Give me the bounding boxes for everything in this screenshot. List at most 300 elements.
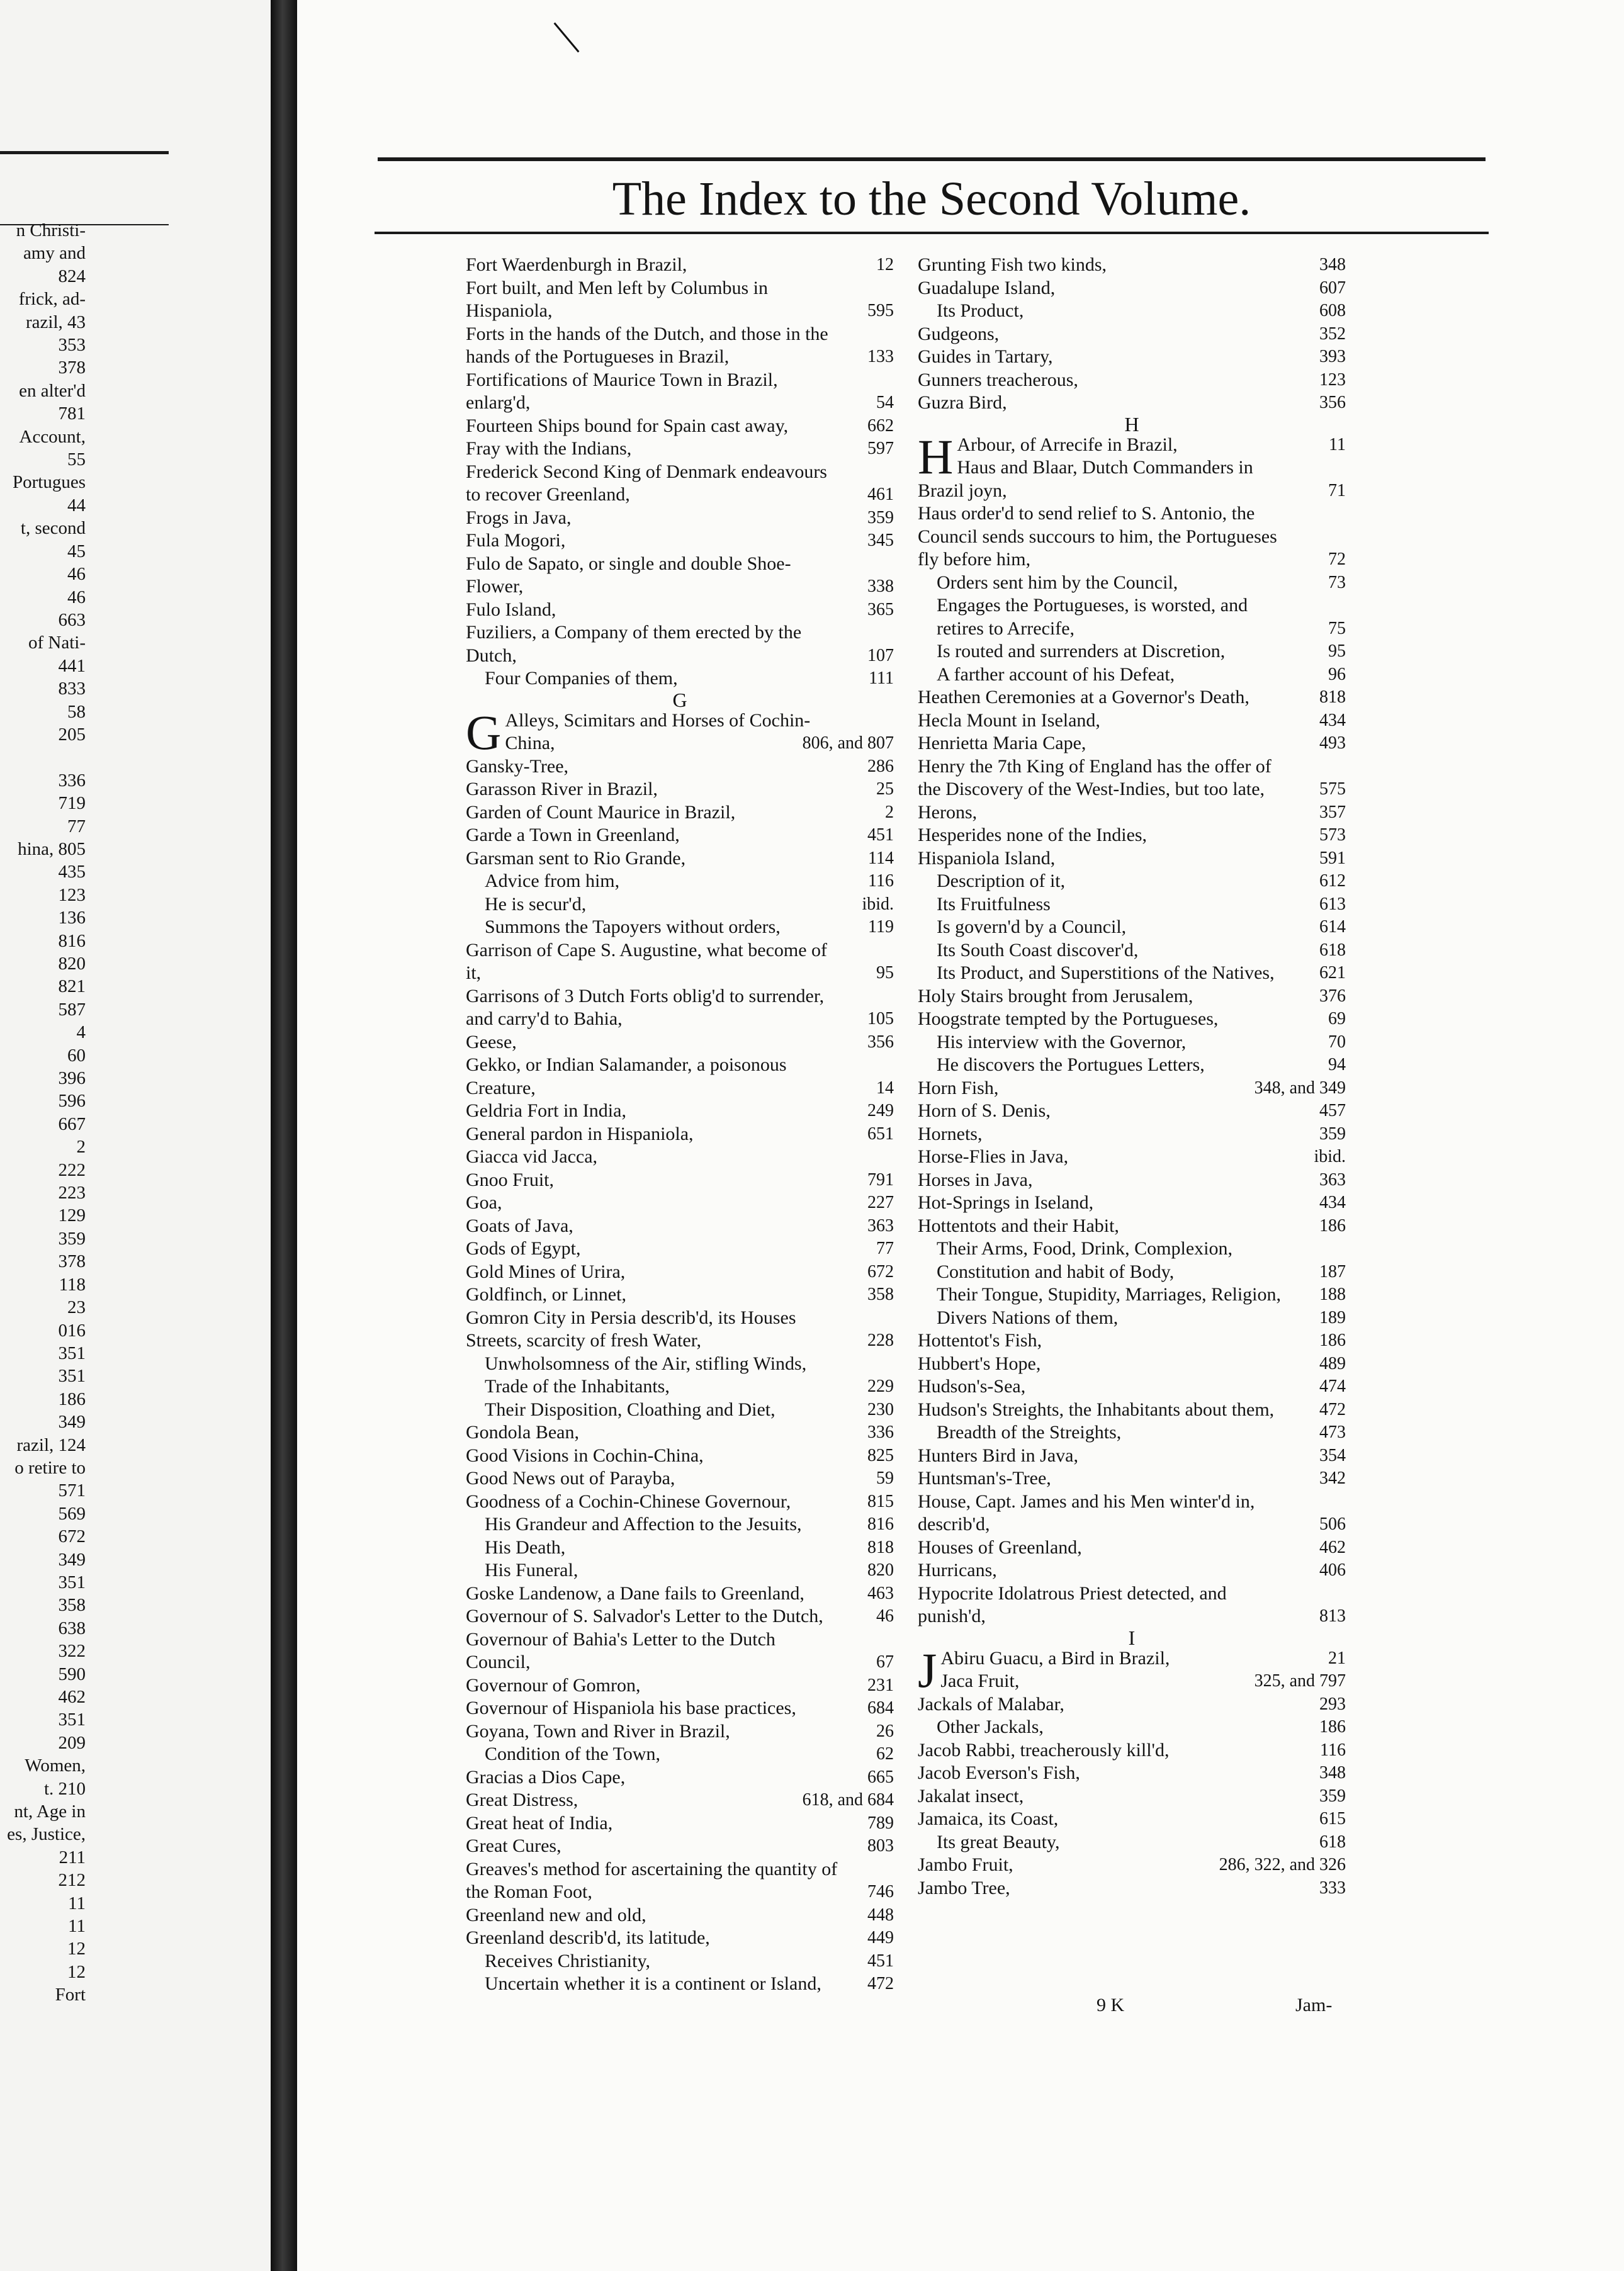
entry-page: 231 [867, 1675, 894, 1695]
index-entry [918, 323, 1346, 346]
left-page-line: 351 [58, 1710, 86, 1730]
entry-text: Goats of Java, [466, 1215, 573, 1236]
left-page-line: amy and [23, 243, 86, 264]
entry-page: 345 [867, 531, 894, 550]
left-page-line: en alter'd [19, 380, 86, 401]
index-entry [466, 277, 894, 323]
index-entry [918, 1399, 1346, 1422]
index-entry [466, 415, 894, 438]
section-h-first [918, 434, 1346, 503]
entry-page: 229 [867, 1377, 894, 1396]
entry-text: Hurricans, [918, 1560, 997, 1581]
entry-page: 376 [1319, 986, 1346, 1006]
index-entry [918, 1123, 1346, 1146]
entry-text: Is routed and surrenders at Discretion, [937, 641, 1226, 662]
entry-text: Its Product, and Superstitions of the Natives, [937, 962, 1275, 983]
index-entry [918, 939, 1346, 962]
index-entry [466, 599, 894, 622]
index-entry [466, 1697, 894, 1720]
entry-text: Guides in Tartary, [918, 346, 1053, 367]
left-page-line: hina, 805 [18, 838, 86, 859]
entry-page: 227 [867, 1193, 894, 1212]
left-page-text-column [0, 219, 86, 2007]
index-entry [466, 1467, 894, 1491]
index-entry [918, 346, 1346, 369]
entry-page: 116 [1320, 1740, 1346, 1760]
entry-text: Great heat of India, [466, 1812, 613, 1834]
entry-page: 188 [1319, 1285, 1346, 1304]
index-entry [918, 1192, 1346, 1215]
entry-text: Their Arms, Food, Drink, Complexion, Constitution and habit of Body, [937, 1238, 1232, 1282]
entry-page: 75 [1328, 618, 1346, 638]
entry-page: 95 [876, 963, 894, 983]
entry-page: 228 [867, 1331, 894, 1350]
left-page-line: 336 [58, 770, 86, 791]
entry-page: 11 [1329, 434, 1346, 454]
entry-page: 72 [1328, 549, 1346, 569]
entry-text: Its great Beauty, [937, 1831, 1060, 1852]
left-page-line: 11 [68, 1916, 86, 1937]
entry-page: 12 [876, 255, 894, 274]
drop-cap-j: J [918, 1647, 937, 1693]
entry-text: Hunters Bird in Java, [918, 1445, 1078, 1466]
entry-text: Divers Nations of them, [937, 1307, 1119, 1328]
entry-text: His Grandeur and Affection to the Jesuits, [485, 1514, 802, 1535]
entry-text: Fourteen Ships bound for Spain cast away, [466, 415, 789, 436]
index-entry [466, 1353, 894, 1399]
entry-page: 791 [867, 1169, 894, 1190]
entry-page: 816 [867, 1514, 894, 1534]
entry-text: Jambo Tree, [918, 1877, 1010, 1898]
entry-text: Fray with the Indians, [466, 438, 632, 459]
entry-page: 358 [867, 1285, 894, 1304]
entries-g-continued [918, 254, 1346, 415]
entry-text: Goldfinch, or Linnet, [466, 1284, 626, 1305]
index-entry [466, 369, 894, 415]
entry-page: 825 [867, 1445, 894, 1465]
title-rule-bottom [375, 232, 1489, 234]
entry-page: 457 [1319, 1101, 1346, 1120]
left-page-line: 11 [68, 1893, 86, 1913]
entry-text: Hesperides none of the Indies, [918, 825, 1148, 845]
entry-page: 818 [1319, 687, 1346, 707]
entry-text: Garsman sent to Rio Grande, [466, 847, 686, 869]
entry-text: Governour of Gomron, [466, 1674, 641, 1696]
index-entry [918, 916, 1346, 939]
index-entry [466, 939, 894, 985]
entry-text: Fulo de Sapato, or single and double Shoe-Flower, [466, 553, 791, 597]
entry-page: 493 [1319, 733, 1346, 753]
left-page-line: 462 [58, 1687, 86, 1707]
index-entry [918, 1307, 1346, 1330]
entry-text: Jamaica, its Coast, [918, 1808, 1059, 1829]
index-entry [466, 1789, 894, 1812]
index-entry [918, 1716, 1346, 1739]
index-entry [466, 1582, 894, 1606]
left-page-line: 211 [59, 1847, 86, 1868]
entry-text: Good Visions in Cochin-China, [466, 1445, 704, 1466]
index-entry [918, 663, 1346, 687]
entries-h [918, 502, 1346, 1628]
entry-page: 105 [867, 1009, 894, 1028]
index-entry [918, 1215, 1346, 1238]
entry-text: Great Distress, [466, 1789, 578, 1810]
entry-page: 651 [867, 1124, 894, 1144]
index-entry [918, 1329, 1346, 1353]
entry-page: 473 [1319, 1423, 1346, 1442]
entry-text: Frederick Second King of Denmark endeavours to recover Greenland, [466, 461, 827, 505]
index-entry [466, 1904, 894, 1927]
entry-page: 815 [867, 1491, 894, 1511]
left-page-line: 820 [58, 954, 86, 974]
entry-text: Henrietta Maria Cape, [918, 733, 1086, 753]
entry-page: 325, and 797 [1254, 1671, 1346, 1691]
index-entry [466, 1513, 894, 1536]
entry-text: Their Disposition, Cloathing and Diet, [485, 1399, 775, 1420]
entry-page: 186 [1319, 1215, 1346, 1236]
entry-page: 59 [876, 1468, 894, 1488]
index-entry [466, 709, 894, 755]
entry-text: Breadth of the Streights, [937, 1422, 1122, 1443]
entry-page: 133 [867, 347, 894, 366]
left-page-line: 349 [58, 1412, 86, 1433]
index-entry [918, 824, 1346, 847]
entry-text: Four Companies of them, [485, 668, 678, 689]
index-entry [918, 686, 1346, 709]
entry-page: 186 [1319, 1717, 1346, 1737]
left-page-line: 821 [58, 976, 86, 997]
entry-text: Gods of Egypt, [466, 1238, 581, 1259]
left-page-line: 378 [58, 358, 86, 378]
entry-page: 448 [867, 1905, 894, 1925]
entry-text: Herons, [918, 801, 978, 823]
left-page-line: 816 [58, 930, 86, 951]
left-page-line: 596 [58, 1091, 86, 1112]
left-page-line: n Christi- [16, 220, 86, 240]
index-entry [466, 1261, 894, 1284]
entry-text: Fulo Island, [466, 599, 556, 620]
left-page-line: 358 [58, 1595, 86, 1616]
entry-page: 62 [876, 1744, 894, 1764]
left-page-line: frick, ad- [18, 289, 86, 310]
entry-text: Garasson River in Brazil, [466, 779, 658, 799]
index-entry [918, 1467, 1346, 1491]
entry-page: 249 [867, 1101, 894, 1120]
entry-page: 21 [1328, 1648, 1346, 1668]
entry-page: 451 [867, 1951, 894, 1971]
section-letter-i: I [1128, 1626, 1136, 1649]
entry-page: 342 [1319, 1468, 1346, 1488]
left-page-line: 672 [58, 1526, 86, 1547]
index-entry [918, 1031, 1346, 1054]
left-page-line: 349 [58, 1549, 86, 1570]
index-entry [466, 1720, 894, 1744]
entry-text: Frogs in Java, [466, 507, 572, 528]
left-page-line: Account, [19, 426, 86, 447]
index-entry [918, 732, 1346, 755]
index-entry [466, 461, 894, 507]
entry-page: 818 [867, 1537, 894, 1557]
title-rule-top [378, 157, 1486, 161]
left-page-line: 833 [58, 679, 86, 699]
entry-page: 618 [1319, 1832, 1346, 1852]
entry-text: Unwholsomness of the Air, stifling Winds, Trade of the Inhabitants, [485, 1353, 807, 1397]
entries-f [466, 254, 894, 690]
entry-page: 71 [1328, 480, 1346, 500]
entry-text: Receives Christianity, [485, 1950, 650, 1971]
drop-cap-h: H [918, 433, 954, 484]
entry-page: 359 [1319, 1124, 1346, 1144]
entry-page: 336 [867, 1423, 894, 1442]
entry-page: 70 [1328, 1032, 1346, 1052]
entry-text: Jakalat insect, [918, 1785, 1024, 1806]
entry-page: 114 [868, 848, 894, 868]
index-entry [466, 1491, 894, 1514]
left-page-line: 2 [76, 1137, 86, 1158]
drop-cap-g: G [466, 709, 502, 755]
entry-text: Fort built, and Men left by Columbus in Hispaniola, [466, 277, 768, 321]
entry-page: 434 [1319, 710, 1346, 730]
left-page-line: 351 [58, 1343, 86, 1363]
left-page-line: 12 [67, 1961, 86, 1982]
left-page-line: 351 [58, 1366, 86, 1387]
entry-text: Alleys, Scimitars and Horses of Cochin-China, [505, 709, 811, 753]
left-page-line: 136 [58, 908, 86, 928]
entry-page: 186 [1319, 1331, 1346, 1350]
entry-text: House, Capt. James and his Men winter'd in, describ'd, [918, 1491, 1255, 1535]
entry-text: Garrison of Cape S. Augustine, what become of it, [466, 939, 828, 983]
index-entry [918, 1375, 1346, 1399]
entry-text: Gnoo Fruit, [466, 1169, 555, 1190]
entry-text: Gold Mines of Urira, [466, 1261, 626, 1282]
entry-text: Their Tongue, Stupidity, Marriages, Religion, [937, 1284, 1281, 1305]
index-entry [918, 1421, 1346, 1445]
entry-page: 612 [1319, 871, 1346, 891]
entry-text: Orders sent him by the Council, [937, 572, 1178, 593]
index-entry [918, 434, 1346, 457]
index-entry [466, 1283, 894, 1307]
index-entry [466, 553, 894, 599]
index-entry [466, 824, 894, 847]
entry-page: 73 [1328, 572, 1346, 592]
entry-page: 615 [1319, 1809, 1346, 1829]
entry-page: 286, 322, and 326 [1219, 1855, 1346, 1874]
entry-text: Horses in Java, [918, 1169, 1033, 1190]
index-entry [918, 1693, 1346, 1716]
entry-page: 107 [867, 645, 894, 665]
entry-page: 189 [1319, 1307, 1346, 1327]
index-entry [918, 369, 1346, 392]
left-page-line: 351 [58, 1572, 86, 1592]
index-entry [918, 1739, 1346, 1762]
left-page-line: razil, 124 [16, 1434, 86, 1455]
entry-text: Governour of Hispaniola his base practices, [466, 1698, 796, 1718]
entry-page: 333 [1319, 1878, 1346, 1898]
index-entry [918, 1582, 1346, 1628]
entry-page: 746 [867, 1882, 894, 1902]
index-entry [466, 621, 894, 667]
entry-text: Gomron City in Persia describ'd, its Houses Streets, scarcity of fresh Water, [466, 1307, 796, 1351]
entry-text: Haus order'd to send relief to S. Antonio, the Council sends succours to him, the Portugueses fly before him, [918, 503, 1277, 570]
entry-text: Goodness of a Cochin-Chinese Governour, [466, 1491, 791, 1512]
index-entry [918, 985, 1346, 1008]
index-entry [466, 893, 894, 916]
index-entry [466, 1237, 894, 1261]
entry-page: 806, and 807 [802, 733, 894, 753]
index-entry [918, 456, 1346, 502]
index-entry [918, 1169, 1346, 1192]
entry-page: 472 [1319, 1399, 1346, 1419]
entry-text: Greaves's method for ascertaining the quantity of the Roman Foot, [466, 1858, 838, 1902]
left-page-line: 719 [58, 793, 86, 814]
left-page-line: 322 [58, 1641, 86, 1662]
index-entry [918, 1762, 1346, 1785]
entry-text: Governour of S. Salvador's Letter to the Dutch, [466, 1606, 823, 1626]
left-page-line: 77 [67, 816, 86, 837]
index-column-2 [918, 254, 1346, 1900]
entry-text: Hypocrite Idolatrous Priest detected, and punish'd, [918, 1582, 1227, 1626]
left-page-line: nt, Age in [14, 1801, 86, 1822]
entry-text: His interview with the Governor, [937, 1031, 1187, 1052]
index-entry [918, 300, 1346, 323]
entry-text: Description of it, [937, 871, 1066, 891]
index-entry [466, 1169, 894, 1192]
entry-text: Forts in the hands of the Dutch, and those in the hands of the Portugueses in Brazil, [466, 323, 828, 367]
entry-page: 573 [1319, 825, 1346, 845]
entry-page: 474 [1319, 1377, 1346, 1396]
entry-text: Jambo Fruit, [918, 1854, 1013, 1875]
index-entry [466, 529, 894, 553]
entry-page: 14 [876, 1078, 894, 1098]
page-edge-mark [554, 23, 580, 53]
entry-text: Arbour, of Arrecife in Brazil, [957, 434, 1178, 455]
entry-text: Fortifications of Maurice Town in Brazil, enlarg'd, [466, 369, 778, 413]
entry-text: A farther account of his Defeat, [937, 663, 1175, 685]
index-entry [466, 1927, 894, 1950]
section-g-first [466, 709, 894, 755]
left-page-line: 58 [67, 701, 86, 722]
entry-text: Holy Stairs brought from Jerusalem, [918, 985, 1193, 1006]
index-entry [466, 254, 894, 277]
index-entry [918, 1808, 1346, 1831]
entry-text: Hudson's-Sea, [918, 1376, 1026, 1397]
entry-page: 354 [1319, 1445, 1346, 1465]
index-entry [918, 1536, 1346, 1560]
index-entry [918, 1077, 1346, 1100]
index-entry [918, 572, 1346, 595]
left-page-line: 44 [67, 495, 86, 516]
index-entry [466, 1192, 894, 1215]
index-entry [466, 1858, 894, 1904]
entry-page: 348, and 349 [1254, 1078, 1346, 1098]
index-entry [466, 1812, 894, 1835]
entry-page: 365 [867, 599, 894, 619]
entries-g [466, 755, 894, 1996]
entry-page: 338 [867, 577, 894, 596]
entry-text: Hecla Mount in Iseland, [918, 709, 1100, 731]
printer-signature: 9 K [1097, 1995, 1125, 2015]
left-page-line: 12 [67, 1939, 86, 1959]
left-page-line: 205 [58, 724, 86, 745]
index-entry [918, 1100, 1346, 1123]
entry-page: 230 [867, 1399, 894, 1419]
entry-page: 356 [867, 1032, 894, 1052]
index-entry [918, 1559, 1346, 1582]
index-entry [918, 870, 1346, 893]
entry-text: He is secur'd, [485, 893, 587, 915]
entry-page: 111 [869, 668, 894, 688]
entry-page: 672 [867, 1261, 894, 1282]
entry-text: Gondola Bean, [466, 1422, 579, 1443]
entry-page: 489 [1319, 1353, 1346, 1373]
entry-text: Summons the Tapoyers without orders, [485, 916, 781, 937]
left-page-line: Portugues [13, 472, 86, 493]
entry-page: 597 [867, 439, 894, 458]
entry-text: His Death, [485, 1536, 566, 1558]
entry-text: Horse-Flies in Java, [918, 1146, 1069, 1167]
index-entry [466, 1628, 894, 1674]
entry-page: 293 [1319, 1694, 1346, 1714]
entry-text: Hot-Springs in Iseland, [918, 1192, 1094, 1213]
left-page-line: 016 [58, 1320, 86, 1341]
entry-text: Jacob Everson's Fish, [918, 1762, 1080, 1783]
left-page-line: 663 [58, 609, 86, 630]
left-page-line: 46 [67, 564, 86, 585]
entry-text: Its Product, [937, 300, 1024, 321]
entry-page: 665 [867, 1767, 894, 1787]
index-entry [466, 1100, 894, 1123]
index-entry [918, 1283, 1346, 1307]
entry-page: 123 [1319, 369, 1346, 390]
index-entry [918, 1445, 1346, 1468]
entry-page: 96 [1328, 664, 1346, 684]
entry-text: Greenland new and old, [466, 1904, 646, 1925]
index-entry [466, 1421, 894, 1445]
entry-page: 357 [1319, 802, 1346, 822]
left-page-line: 60 [67, 1045, 86, 1066]
left-page-line: 824 [58, 266, 86, 286]
entry-page: 116 [868, 871, 894, 891]
left-page-fragment [0, 0, 273, 2271]
index-entry [918, 640, 1346, 663]
index-entry [466, 755, 894, 779]
index-entry [918, 1237, 1346, 1283]
left-page-line: 129 [58, 1205, 86, 1226]
index-entry [918, 1785, 1346, 1808]
entry-text: Fuziliers, a Company of them erected by the Dutch, [466, 622, 802, 666]
entry-page: 119 [868, 917, 894, 937]
entry-page: ibid. [1314, 1147, 1346, 1166]
left-page-line: 667 [58, 1113, 86, 1134]
entry-page: 613 [1319, 894, 1346, 914]
entry-text: Goyana, Town and River in Brazil, [466, 1720, 730, 1742]
index-entry [466, 985, 894, 1031]
left-page-line: Women, [25, 1755, 86, 1776]
section-letter-h: H [1124, 412, 1139, 436]
entry-page: 77 [876, 1239, 894, 1258]
entry-page: 393 [1319, 347, 1346, 366]
left-page-line: razil, 43 [25, 312, 86, 332]
index-entry [918, 1353, 1346, 1376]
index-entry [918, 1831, 1346, 1854]
index-entry [918, 1146, 1346, 1169]
entry-page: 26 [876, 1721, 894, 1741]
left-page-line: 435 [58, 862, 86, 882]
left-page-line: 359 [58, 1228, 86, 1249]
index-entry [466, 1674, 894, 1698]
index-entry [466, 667, 894, 690]
index-entry [466, 507, 894, 530]
